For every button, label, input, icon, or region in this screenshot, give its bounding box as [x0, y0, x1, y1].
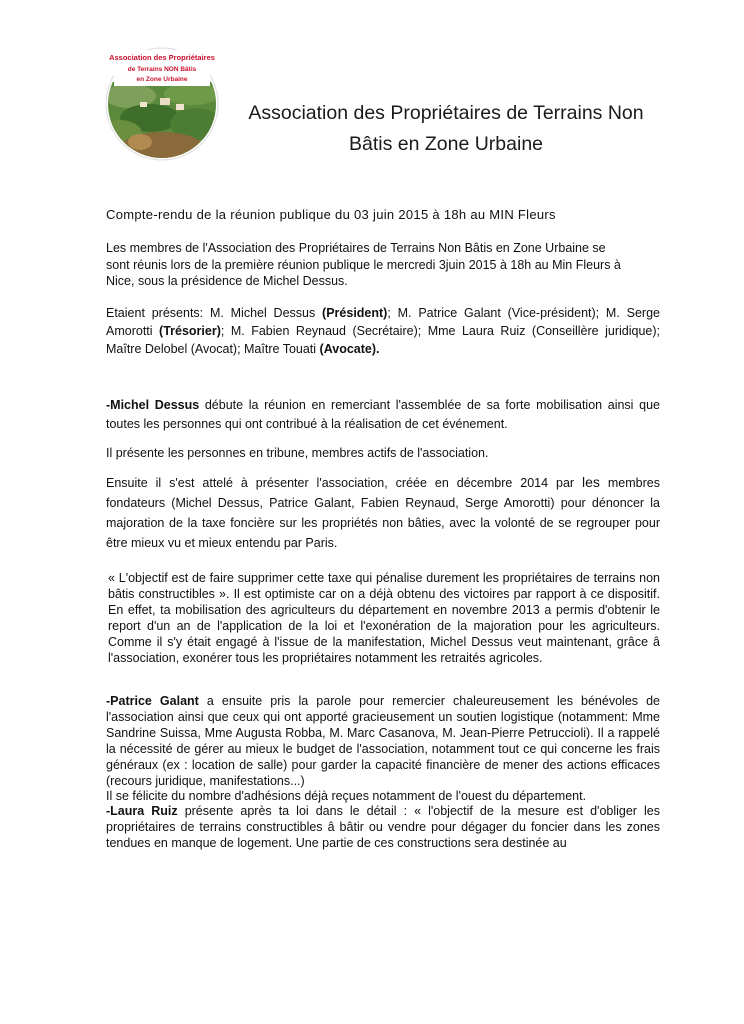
report-title: Compte-rendu de la réunion publique du 03 juin 2015 à 18h au MIN Fleurs — [106, 207, 556, 222]
intro-line-1: Les membres de l'Association des Propriétaires de Terrains Non Bâtis en Zone Urbaine se — [106, 241, 606, 255]
logo-text-line2: de Terrains NON Bâtis — [127, 66, 197, 73]
speaker-ruiz: -Laura Ruiz — [106, 804, 178, 818]
association-text-2: membres fondateurs (Michel Dessus, Patrice Galant, Fabien Reynaud, Serge Amorotti) pour dénoncer la majoration de la taxe foncière sur les propriétés non bâties, avec la volonté de se regrouper pour être mieux vu et mieux entendu par Paris. — [106, 476, 660, 550]
logo-text-line1: Association des Propriétaires — [109, 53, 215, 62]
association-les: les — [582, 474, 600, 490]
intro-line-3: Nice, sous la présidence de Michel Dessus. — [106, 274, 348, 288]
quote-paragraph: « L'objectif est de faire supprimer cette taxe qui pénalise durement les propriétaires de terrains non bâtis constructibles ». Il est optimiste car on a déjà obtenu des victoires par rapport à ce dispositif. En effet, ta mobilisation des agriculteurs du département en novembre 2013 a permis d'obtenir le report d'un an de l'application de la loi et l'exonération de la majoration pour les agriculteurs. Comme il s'y était engagé à l'issue de la manifestation, Michel Dessus veut maintenant, grâce â l'association, exonérer tous les propriétaires notamment les retraités agricoles. — [108, 571, 660, 665]
ruiz-paragraph — [106, 803, 660, 851]
attendees-text-1: Etaient présents: M. Michel Dessus — [106, 306, 323, 320]
adhesions-paragraph: Il se félicite du nombre d'adhésions déjà reçues notamment de l'ouest du département. — [106, 789, 587, 803]
title-line-1: Association des Propriétaires de Terrains Non — [248, 102, 644, 124]
speaker-dessus: -Michel Dessus — [106, 398, 200, 412]
attendees-paragraph — [106, 304, 660, 358]
intro-line-2: sont réunis lors de la première réunion publique le mercredi 3juin 2015 à 18h au Min Fleurs à — [106, 258, 621, 272]
role-president: (Président) — [322, 306, 388, 320]
page-title — [236, 98, 656, 160]
title-line-2: Bâtis en Zone Urbaine — [348, 133, 544, 155]
speaker-galant: -Patrice Galant — [106, 694, 199, 708]
association-paragraph — [106, 472, 660, 553]
ruiz-text: présente après ta loi dans le détail : « l'objectif de la mesure est d'obliger les propriétaires de terrains constructibles â bâtir ou vendre pour dégager du foncier dans les zones tendues en manque de logement. Une partie de ces constructions sera destinée au — [106, 804, 660, 850]
role-tresorier: (Trésorier) — [159, 324, 221, 338]
dessus-paragraph — [106, 396, 660, 434]
tribune-paragraph: Il présente les personnes en tribune, membres actifs de l'association. — [106, 446, 489, 460]
galant-text: a ensuite pris la parole pour remercier chaleureusement les bénévoles de l'association ainsi que ceux qui ont apporté gracieusement un soutien logistique (notamment: Mme Sandrine Suissa, Mme Augusta Robba, M. Marc Casanova, M. Jean-Pierre Petruccioli). Il a rappelé la nécessité de gérer au mieux le budget de l'association, notamment tout ce qui concerne les frais généraux (ex : location de salle) pour garder la capacité financière de mener des actions efficaces (recours juridique, manifestations...) — [106, 694, 660, 788]
association-text-1: Ensuite il s'est attelé à présenter l'association, créée en décembre 2014 par — [106, 476, 583, 490]
attendees-text-3: ; M. Fabien Reynaud (Secrétaire); Mme Laura Ruiz (Conseillère juridique); Maître Delobel (Avocat); Maître Touati — [106, 324, 660, 356]
dessus-text: débute la réunion en remerciant l'assemblée de sa forte mobilisation ainsi que toutes les personnes qui ont contribué à la réalisation de cet événement. — [106, 398, 660, 431]
role-avocate: (Avocate). — [319, 342, 380, 356]
logo-text-line3: en Zone Urbaine — [136, 76, 188, 83]
galant-paragraph — [106, 693, 660, 789]
association-logo — [100, 38, 224, 162]
attendees-text-2: ; M. Patrice Galant (Vice-président); M. Serge Amorotti — [106, 306, 660, 338]
